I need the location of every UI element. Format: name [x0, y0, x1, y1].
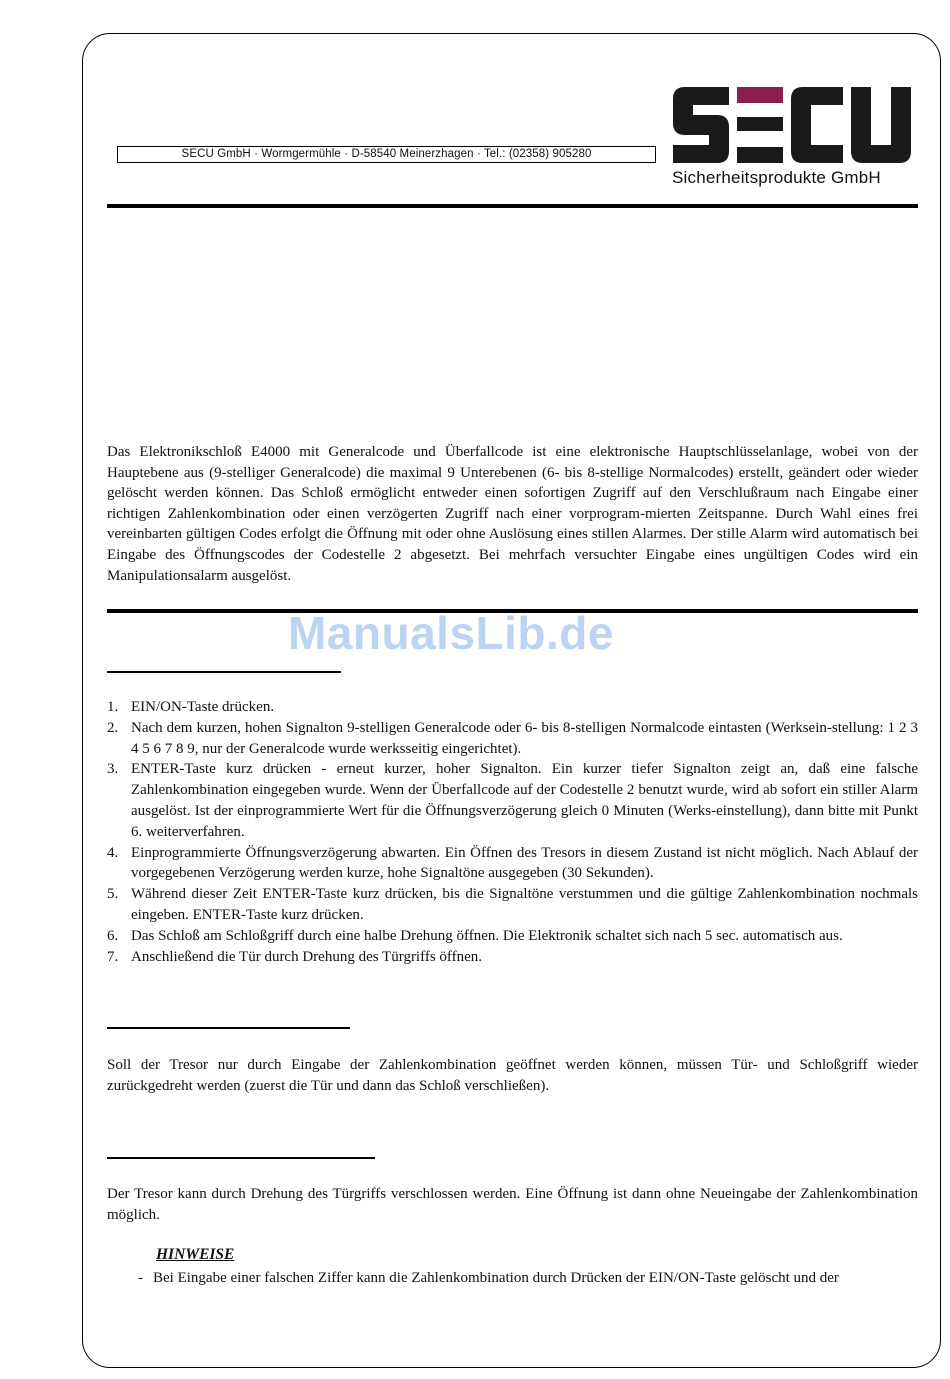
- logo-letter-u: [851, 87, 911, 163]
- heading-underline-opening: [107, 671, 341, 673]
- closing-paragraph: Soll der Tresor nur durch Eingabe der Zahlenkombination geöffnet werden können, müssen Tür- und Schloßgriff wieder zurückgedreht werden (zuerst die Tür und dann das Schloß verschließen).: [107, 1057, 918, 1094]
- opening-steps-list: [107, 697, 918, 967]
- step-number: 3.: [107, 761, 119, 778]
- list-item: [107, 759, 918, 842]
- step-text: Das Schloß am Schloßgriff durch eine halbe Drehung öffnen. Die Elektronik schaltet sich nach 5 sec. automatisch aus.: [131, 927, 843, 944]
- intro-paragraph: Das Elektronikschloß E4000 mit Generalcode und Überfallcode ist eine elektronische Hauptschlüsselanlage, wobei von der Hauptebene aus (9-stelliger Generalcode) die maximal 9 Unterebenen (6- bis 8-stellige Normalcodes) erstellt, geändert oder wieder gelöscht werden können. Das Schloß ermöglicht entweder einen sofortigen Zugriff auf den Verschlußraum nach Eingabe einer richtigen Zahlenkombination oder einen verzögerten Zugriff nach einer vorprogram-mierten Zeitspanne. Durch Wahl eines frei vereinbarten gültigen Codes erfolgt die Öffnung mit oder ohne Auslösung eines stillen Alarmes. Der stille Alarm wird automatisch bei Eingabe des Öffnungscodes der Codestelle 2 abgesetzt. Bei mehrfach versuchter Eingabe eines ungültigen Codes wird ein Manipulationsalarm ausgelöst.: [107, 444, 918, 584]
- secu-logo: [671, 85, 913, 165]
- hinweise-item: [138, 1268, 918, 1288]
- logo-letter-c: [791, 87, 843, 163]
- locking-paragraph: Der Tresor kann durch Drehung des Türgriffs verschlossen werden. Eine Öffnung ist dann ohne Neueingabe der Zahlenkombination möglich.: [107, 1186, 918, 1223]
- list-item: [107, 843, 918, 885]
- step-text: Anschließend die Tür durch Drehung des Türgriffs öffnen.: [131, 948, 483, 965]
- step-text: ENTER-Taste kurz drücken - erneut kurzer, hoher Signalton. Ein kurzer tiefer Signalton zeigt an, daß eine falsche Zahlenkombination eingegeben wurde. Wenn der Überfallcode auf der Codestelle 2 benutzt wurde, wird ab sofort ein stiller Alarm ausgelöst. Ist der einprogrammierte Wert für die Öffnungsverzögerung gleich 0 Minuten (Werks-einstellung), dann bitte mit Punkt 6. weiterverfahren.: [131, 761, 918, 840]
- step-number: 2.: [107, 719, 119, 736]
- step-number: 7.: [107, 948, 119, 965]
- heading-underline-locking: [107, 1157, 375, 1159]
- step-text: Einprogrammierte Öffnungsverzögerung abwarten. Ein Öffnen des Tresors in diesem Zustand ist nicht möglich. Nach Ablauf der vorgegebenen Verzögerung werden kurze, hohe Signaltöne ausgegeben (30 Sekunden).: [131, 844, 918, 882]
- hinweise-heading: HINWEISE: [156, 1246, 235, 1263]
- list-item: [107, 884, 918, 926]
- logo-letter-s: [673, 87, 729, 163]
- list-item: [107, 947, 918, 968]
- step-text: EIN/ON-Taste drücken.: [131, 699, 275, 715]
- watermark: ManualsLib.de: [288, 607, 614, 659]
- step-number: 1.: [107, 699, 119, 715]
- step-text: Während dieser Zeit ENTER-Taste kurz drücken, bis die Signaltöne verstummen und die gültige Zahlenkombination nochmals eingeben. ENTER-Taste kurz drücken.: [131, 886, 918, 923]
- hinweise-dash: -: [138, 1270, 143, 1286]
- list-item: [107, 697, 918, 718]
- step-number: 5.: [107, 886, 119, 903]
- company-address: SECU GmbH · Wormgermühle · D-58540 Meinerzhagen · Tel.: (02358) 905280: [117, 146, 656, 163]
- logo-letter-e-bottom: [737, 147, 783, 163]
- heading-underline-closing: [107, 1027, 350, 1029]
- logo-letter-e-mid: [737, 117, 783, 131]
- list-item: [107, 926, 918, 947]
- step-number: 4.: [107, 844, 119, 861]
- step-text: Nach dem kurzen, hohen Signalton 9-stelligen Generalcode oder 6- bis 8-stelligen Normalcode eintasten (Werksein-stellung: 1 2 3 4 5 6 7 8 9, nur der Generalcode wurde werksseitig eingerichtet).: [131, 719, 918, 757]
- list-item: [107, 718, 918, 760]
- logo-accent-bar: [737, 87, 783, 103]
- step-number: 6.: [107, 927, 119, 944]
- logo-subtitle: Sicherheitsprodukte GmbH: [672, 168, 881, 187]
- hinweise-text: Bei Eingabe einer falschen Ziffer kann die Zahlenkombination durch Drücken der EIN/ON-Taste gelöscht und der: [153, 1270, 839, 1286]
- header-rule: [107, 204, 918, 208]
